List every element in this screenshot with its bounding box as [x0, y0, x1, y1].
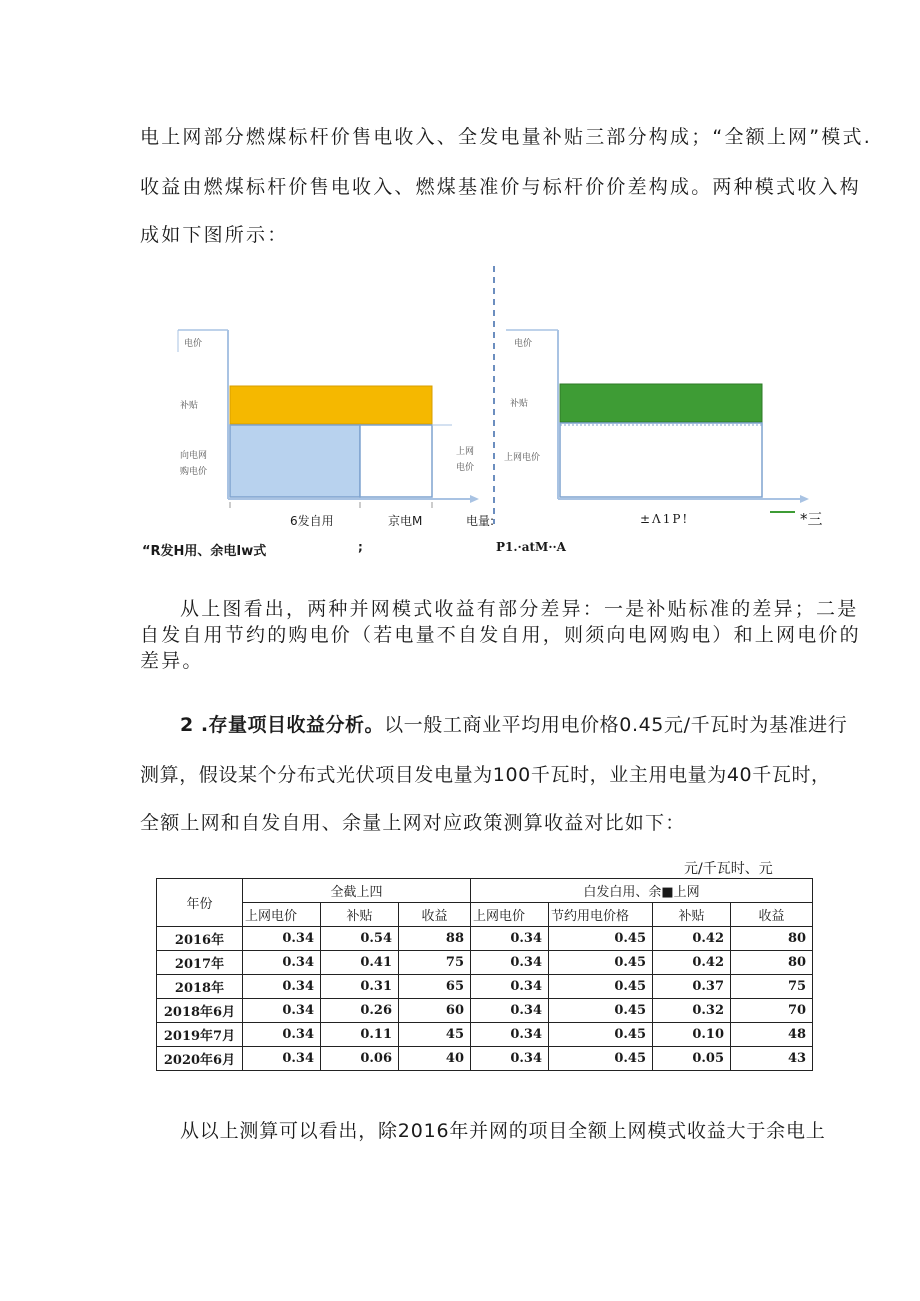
left-x-label-text: 电量	[466, 514, 491, 528]
table-cell: 0.34	[243, 927, 321, 951]
table-cell: 75	[731, 975, 813, 999]
table-cell: 65	[399, 975, 471, 999]
year-cell: 2017年	[157, 951, 243, 975]
paragraph-3-line-1-rest: 以一般工商业平均用电价格0.45元/千瓦时为基准进行	[384, 714, 848, 736]
paragraph-1-line-3: 成如下图所示：	[140, 224, 289, 246]
group2-header: 白发白用、余■上网	[471, 879, 813, 903]
left-surplus-bar	[360, 425, 432, 497]
right-corner-label: *三	[800, 510, 823, 528]
left-grid-price-label-1: 向电网	[180, 451, 208, 461]
table-cell: 0.34	[471, 999, 549, 1023]
table-cell: 40	[399, 1047, 471, 1071]
paragraph-1-line-1: 电上网部分燃煤标杆价售电收入、全发电量补贴三部分构成；“全额上网”模式.	[140, 126, 872, 148]
table-cell: 0.37	[653, 975, 731, 999]
table-cell: 0.34	[243, 975, 321, 999]
right-subsidy-bar	[560, 384, 762, 422]
income-composition-diagram	[170, 262, 850, 532]
table-cell: 45	[399, 1023, 471, 1047]
table-cell: 0.06	[321, 1047, 399, 1071]
sub-header: 节约用电价格	[549, 903, 653, 927]
sub-header: 补贴	[321, 903, 399, 927]
left-grid-price-label-2: 购电价	[180, 467, 208, 477]
table-cell: 0.45	[549, 1023, 653, 1047]
sub-header: 收益	[731, 903, 813, 927]
paragraph-2-line-3: 差异。	[140, 650, 204, 672]
table-row	[157, 951, 813, 975]
table-cell: 70	[731, 999, 813, 1023]
year-cell: 2019年7月	[157, 1023, 243, 1047]
table-unit: 元/千瓦时、元	[684, 861, 773, 877]
right-feed-in-bar	[560, 423, 762, 497]
table-cell: 0.34	[471, 927, 549, 951]
table-cell: 0.54	[321, 927, 399, 951]
paragraph-3-line-1	[180, 710, 847, 737]
table-cell: 0.10	[653, 1023, 731, 1047]
table-cell: 0.45	[549, 951, 653, 975]
left-x-label-extra: :	[490, 514, 495, 528]
left-self-use-label: 6发自用	[290, 514, 334, 528]
year-header: 年份	[157, 879, 243, 927]
table-cell: 0.42	[653, 927, 731, 951]
right-caption: P1.·atM··A	[496, 540, 566, 554]
year-cell: 2018年6月	[157, 999, 243, 1023]
table-cell: 0.31	[321, 975, 399, 999]
sub-header: 上网电价	[471, 903, 549, 927]
left-self-use-bar	[230, 425, 360, 497]
year-cell: 2016年	[157, 927, 243, 951]
table-cell: 0.42	[653, 951, 731, 975]
sub-header: 上网电价	[243, 903, 321, 927]
table-cell: 0.45	[549, 927, 653, 951]
section-heading: 2 .存量项目收益分析。	[180, 714, 385, 736]
table-cell: 0.32	[653, 999, 731, 1023]
right-y-label: 电价	[514, 339, 533, 349]
table-cell: 0.34	[243, 1047, 321, 1071]
left-caption: “R发H用、余电Iw式	[142, 544, 267, 559]
sub-header: 收益	[399, 903, 471, 927]
table-row	[157, 1047, 813, 1071]
table-cell: 0.34	[471, 975, 549, 999]
year-cell: 2018年	[157, 975, 243, 999]
group1-header: 全截上四	[243, 879, 471, 903]
table-cell: 0.34	[471, 1023, 549, 1047]
table-cell: 0.05	[653, 1047, 731, 1071]
right-x-arrow-icon	[800, 495, 809, 503]
paragraph-1-line-2: 收益由燃煤标杆价售电收入、燃煤基准价与标杆价价差构成。两种模式收入构	[140, 176, 861, 198]
table-cell: 0.45	[549, 975, 653, 999]
table-row	[157, 975, 813, 999]
paragraph-2-line-2: 自发自用节约的购电价（若电量不自发自用，则须向电网购电）和上网电价的	[140, 624, 861, 646]
paragraph-3-line-2: 测算，假设某个分布式光伏项目发电量为100千瓦时，业主用电量为40千瓦时，	[140, 764, 831, 786]
table-cell: 0.34	[243, 951, 321, 975]
table-cell: 0.34	[471, 1047, 549, 1071]
table-row	[157, 927, 813, 951]
table-row	[157, 999, 813, 1023]
right-x-label: ±Λ1P!	[640, 512, 690, 526]
revenue-comparison-table	[156, 878, 813, 1071]
table-cell: 88	[399, 927, 471, 951]
table-cell: 0.34	[243, 1023, 321, 1047]
left-subsidy-bar	[230, 386, 432, 424]
left-subsidy-label: 补贴	[180, 401, 199, 411]
left-y-label: 电价	[184, 339, 203, 349]
right-feed-price-label: 上网电价	[504, 453, 541, 463]
table-cell: 80	[731, 927, 813, 951]
left-x-label	[466, 512, 494, 529]
year-cell: 2020年6月	[157, 1047, 243, 1071]
left-surplus-label: 京电M	[388, 514, 423, 528]
table-cell: 0.45	[549, 1047, 653, 1071]
right-subsidy-label: 补贴	[510, 399, 529, 409]
table-cell: 0.41	[321, 951, 399, 975]
table-cell: 0.11	[321, 1023, 399, 1047]
left-x-arrow-icon	[470, 495, 479, 503]
table-cell: 80	[731, 951, 813, 975]
table-cell: 0.34	[243, 999, 321, 1023]
table-cell: 43	[731, 1047, 813, 1071]
table-cell: 48	[731, 1023, 813, 1047]
paragraph-2-line-1: 从上图看出，两种并网模式收益有部分差异：一是补贴标准的差异；二是	[180, 598, 859, 620]
left-caption-extra: ;	[358, 540, 363, 554]
table-cell: 0.45	[549, 999, 653, 1023]
left-feed-price-label-1: 上网	[456, 447, 475, 457]
table-row	[157, 1023, 813, 1047]
table-cell: 60	[399, 999, 471, 1023]
paragraph-3-line-3: 全额上网和自发自用、余量上网对应政策测算收益对比如下：	[140, 812, 686, 834]
table-cell: 75	[399, 951, 471, 975]
left-feed-price-label-2: 电价	[456, 463, 475, 473]
table-cell: 0.34	[471, 951, 549, 975]
table-cell: 0.26	[321, 999, 399, 1023]
sub-header: 补贴	[653, 903, 731, 927]
paragraph-4-line-1: 从以上测算可以看出，除2016年并网的项目全额上网模式收益大于余电上	[180, 1120, 826, 1142]
